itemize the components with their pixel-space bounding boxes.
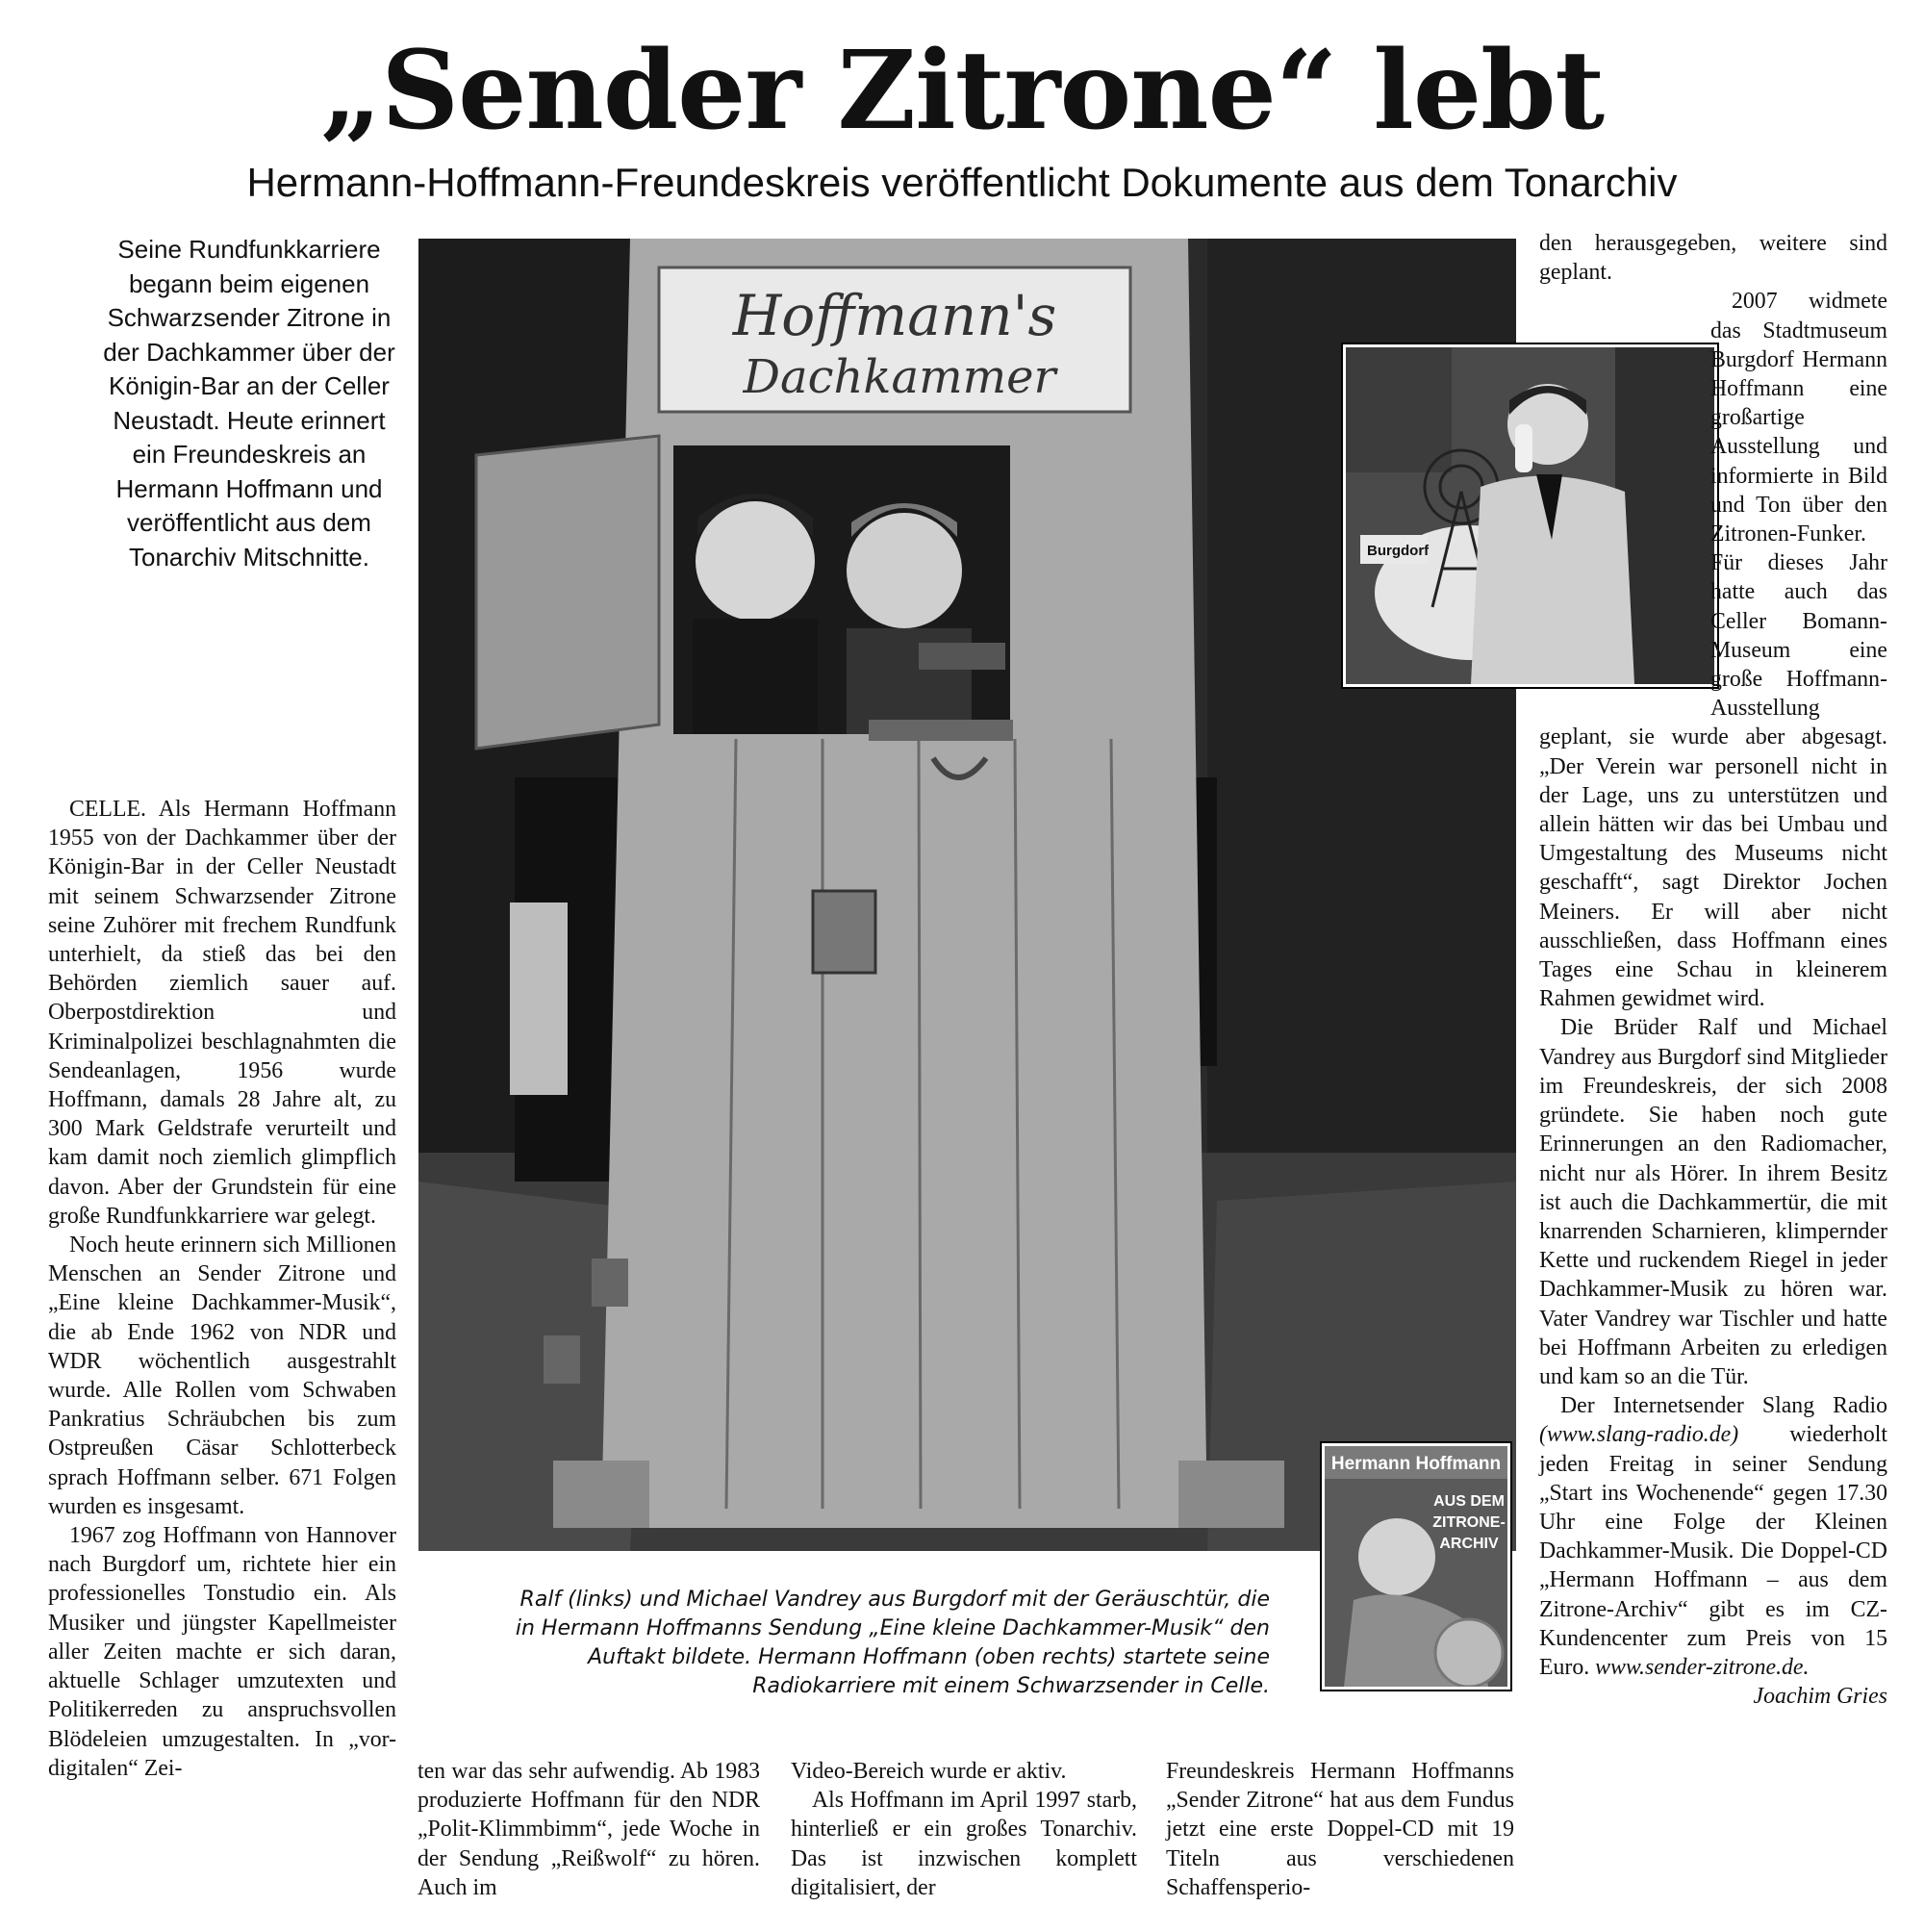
- text-run: Der Internetsender Slang Radio: [1560, 1393, 1887, 1419]
- article-paragraph: 1967 zog Hoffmann von Hannover nach Burgdorf um, richtete hier ein professionelles Tonstudio ein. Als Musiker und jüngster Kapellmeister aller Zeiten machte er sich daran, aktuelle Schlager umzutexten und Politikerreden zu anspruchsvollen Blödeleien umzugestalten. In „vor-digitalen“ Zei-: [48, 1523, 396, 1781]
- article-paragraph: den herausgegeben, weitere sind geplant.: [1539, 231, 1887, 286]
- sender-zitrone-link[interactable]: www.sender-zitrone.de.: [1595, 1654, 1810, 1680]
- door-sign-line1: Hoffmann's: [732, 283, 1057, 348]
- slang-radio-link[interactable]: (www.slang-radio.de): [1539, 1422, 1739, 1448]
- burgdorf-label: Burgdorf: [1367, 543, 1430, 559]
- article-column-2: [418, 1757, 760, 1902]
- cd-title: Hermann Hoffmann: [1330, 1454, 1502, 1474]
- author-signature: Joachim Gries: [1753, 1684, 1887, 1710]
- article-column-4: [1166, 1757, 1514, 1902]
- article-paragraph: CELLE. Als Hermann Hoffmann 1955 von der Dachkammer über der Königin-Bar in der Celler Neustadt mit seinem Schwarzsender Zitrone seine Zuhörer mit frechem Rundfunk unterhielt, da stieß das bei den Behörden ziemlich sauer auf. Oberpostdirektion und Kriminalpolizei beschlagnahmten die Sendeanlagen, 1956 wurde Hoffmann, damals 28 Jahre alt, zu 300 Mark Geldstrafe verurteilt und kam damit noch ziemlich glimpflich davon. Aber der Grundstein für eine große Rundfunkkarriere war gelegt.: [48, 797, 396, 1229]
- cd-line3: ARCHIV: [1439, 1536, 1499, 1552]
- article-paragraph: Die Brüder Ralf und Michael Vandrey aus Burgdorf sind Mitglieder im Freundeskreis, der sich 2008 gründete. Sie haben noch gute Erinnerungen an den Radiomacher, nicht nur als Hörer. In ihrem Besitz ist auch die Dachkammertür, die mit knarrenden Scharnieren, klimpernder Kette und ruckendem Riegel in jeder Dachkammer-Musik zu hören war. Vater Vandrey war Tischler und hatte bei Hoffmann Arbeiten zu erledigen und kam so an die Tür.: [1539, 1015, 1887, 1389]
- cd-cover-photo: [1322, 1443, 1510, 1690]
- photo-caption: Ralf (links) und Michael Vandrey aus Burgdorf mit der Geräuschtür, die in Hermann Hoffmanns Sendung „Eine kleine Dachkammer-Musik“ den Auftakt bildete. Hermann Hoffmann (oben rechts) startete seine Radiokarriere mit einem Schwarzsender in Celle.: [515, 1588, 1270, 1698]
- article-paragraph: [1539, 1391, 1887, 1682]
- article-paragraph: Video-Bereich wurde er aktiv.: [791, 1759, 1067, 1784]
- article-paragraph: 2007 widmete das Stadtmuseum Burgdorf Hermann Hoffmann eine großartige Ausstellung und informierte in Bild und Ton über den Zitronen-Funker. Für dieses Jahr hatte auch das Celler Bomann-Museum eine große Hoffmann-Ausstellung geplant, sie wurde aber abgesagt. „Der Verein war personell nicht in der Lage, uns zu unterstützen und allein hätten wir das bei Umbau und Umgestaltung des Museums nicht geschafft“, sagt Direktor Jochen Meiners. Er will aber nicht ausschließen, dass Hoffmann eines Tages eine Schau in kleinerem Rahmen gewidmet wird.: [1539, 289, 1887, 1012]
- headline: „Sender Zitrone“ lebt: [319, 28, 1605, 154]
- intro-text: Seine Rundfunkkarriere begann beim eigenen Schwarzsender Zitrone in der Dachkammer über der Königin-Bar an der Celler Neustadt. Heute erinnert ein Freundeskreis an Hermann Hoffmann und veröffentlicht aus dem Tonarchiv Mitschnitte.: [103, 235, 395, 572]
- article-paragraph: Als Hoffmann im April 1997 starb, hinterließ er ein großes Tonarchiv. Das ist inzwischen komplett digitalisiert, der: [791, 1788, 1137, 1900]
- cd-line1: AUS DEM: [1433, 1493, 1505, 1510]
- article-paragraph: ten war das sehr aufwendig. Ab 1983 produzierte Hoffmann für den NDR „Polit-Klimmbimm“, jede Woche in der Sendung „Reißwolf“ zu hören. Auch im: [418, 1759, 760, 1900]
- article-column-3: [791, 1757, 1137, 1902]
- article-paragraph: Freundeskreis Hermann Hoffmanns „Sender Zitrone“ hat aus dem Fundus jetzt eine erste Doppel-CD mit 19 Titeln aus verschiedenen Schaffensperio-: [1166, 1759, 1514, 1900]
- text-run: wiederholt jeden Freitag in seiner Sendung „Start ins Wochenende“ gegen 17.30 Uhr eine Folge der Kleinen Dachkammer-Musik. Die Doppel-CD „Hermann Hoffmann – aus dem Zitrone-Archiv“ gibt es im CZ-Kundencenter zum Preis von 15 Euro.: [1539, 1422, 1887, 1680]
- article-column-1: [48, 795, 396, 1783]
- article-paragraph: Noch heute erinnern sich Millionen Menschen an Sender Zitrone und „Eine kleine Dachkammer-Musik“, die ab Ende 1962 von NDR und WDR wöchentlich ausgestrahlt wurde. Alle Rollen vom Schwaben Pankratius Schräubchen bis zum Ostpreußen Cäsar Schlotterbeck sprach Hoffmann selber. 671 Folgen wurden es insgesamt.: [48, 1233, 396, 1519]
- cd-line2: ZITRONE-: [1432, 1514, 1506, 1531]
- float-spacer: [1530, 292, 1701, 697]
- article-column-5: [1539, 229, 1887, 1711]
- door-sign-line2: Dachkammer: [743, 350, 1056, 404]
- subheadline: Hermann-Hoffmann-Freundeskreis veröffentlicht Dokumente aus dem Tonarchiv: [246, 160, 1678, 205]
